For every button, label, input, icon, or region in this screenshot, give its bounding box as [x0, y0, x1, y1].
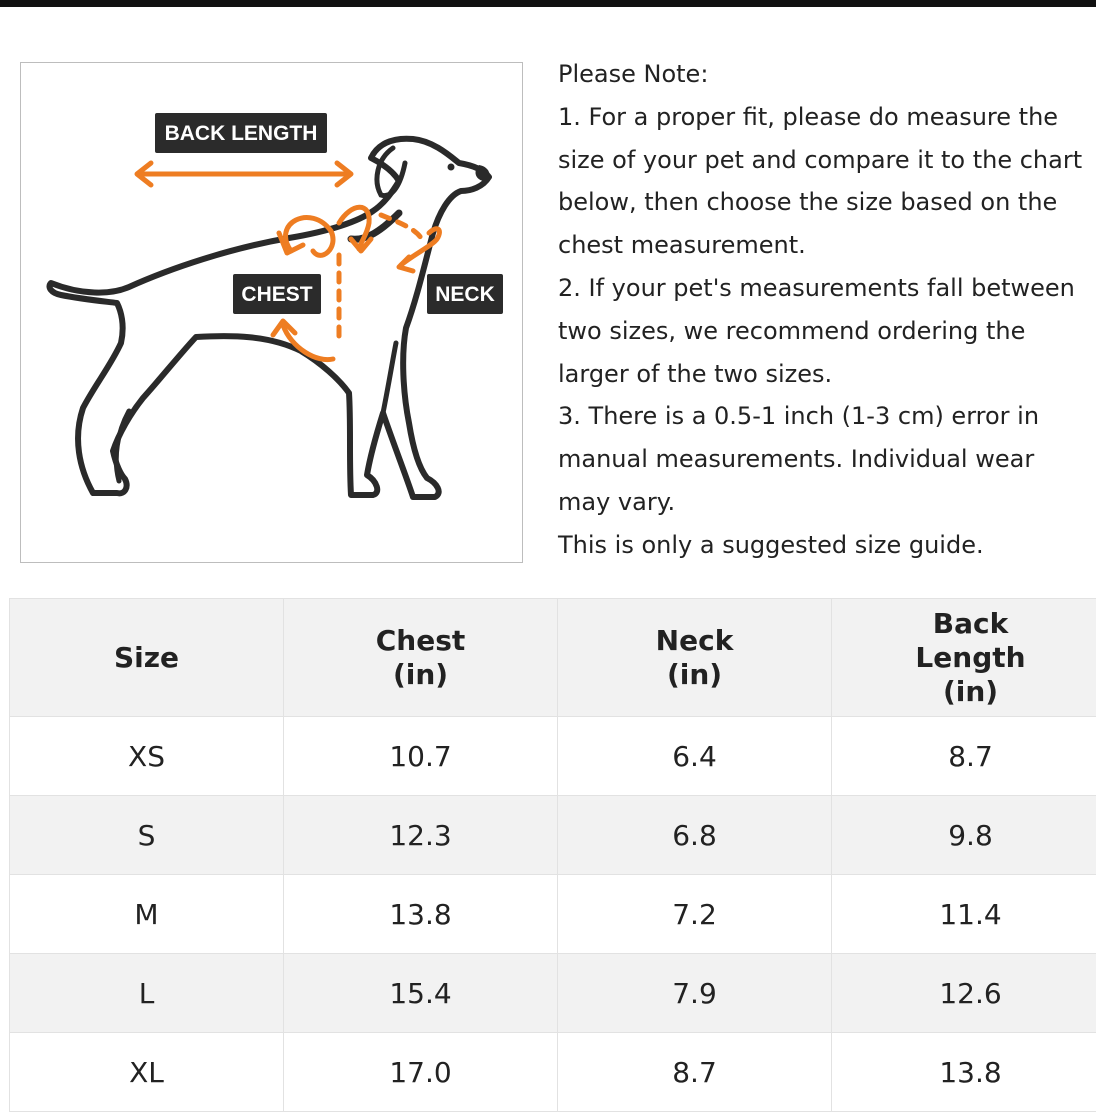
note-line: below, then choose the size based on the — [558, 181, 1096, 224]
cell-chest: 12.3 — [284, 796, 558, 875]
note-line: chest measurement. — [558, 224, 1096, 267]
size-notes — [558, 53, 1096, 567]
svg-text:CHEST: CHEST — [241, 283, 312, 306]
svg-text:BACK LENGTH: BACK LENGTH — [165, 122, 318, 145]
label-back-length — [155, 113, 327, 153]
header-chest: Chest (in) — [284, 599, 558, 717]
cell-size: L — [10, 954, 284, 1033]
cell-neck: 6.4 — [558, 717, 832, 796]
cell-back-length: 9.8 — [832, 796, 1096, 875]
note-line: This is only a suggested size guide. — [558, 524, 1096, 567]
cell-size: S — [10, 796, 284, 875]
note-line: may vary. — [558, 481, 1096, 524]
cell-neck: 7.2 — [558, 875, 832, 954]
cell-neck: 7.9 — [558, 954, 832, 1033]
note-heading: Please Note: — [558, 53, 1096, 96]
header-size: Size — [10, 599, 284, 717]
cell-size: M — [10, 875, 284, 954]
cell-chest: 17.0 — [284, 1033, 558, 1112]
back-length-arrow — [137, 163, 351, 185]
table-row — [10, 875, 1096, 954]
cell-size: XS — [10, 717, 284, 796]
dog-measurement-diagram — [20, 62, 523, 563]
cell-neck: 6.8 — [558, 796, 832, 875]
svg-text:NECK: NECK — [435, 283, 495, 306]
label-chest — [233, 274, 321, 314]
cell-neck: 8.7 — [558, 1033, 832, 1112]
table-row — [10, 1033, 1096, 1112]
cell-size: XL — [10, 1033, 284, 1112]
table-row — [10, 717, 1096, 796]
note-line: two sizes, we recommend ordering the — [558, 310, 1096, 353]
cell-back-length: 13.8 — [832, 1033, 1096, 1112]
note-line: 3. There is a 0.5-1 inch (1-3 cm) error in — [558, 395, 1096, 438]
dog-eye — [448, 164, 455, 171]
table-row — [10, 954, 1096, 1033]
note-line: size of your pet and compare it to the chart — [558, 139, 1096, 182]
note-line: 1. For a proper fit, please do measure the — [558, 96, 1096, 139]
cell-back-length: 8.7 — [832, 717, 1096, 796]
note-line: larger of the two sizes. — [558, 353, 1096, 396]
top-bar — [0, 0, 1096, 7]
header-neck: Neck (in) — [558, 599, 832, 717]
label-neck — [427, 274, 503, 314]
size-chart-table — [9, 598, 1096, 1112]
cell-back-length: 12.6 — [832, 954, 1096, 1033]
dog-illustration — [21, 63, 524, 564]
cell-chest: 10.7 — [284, 717, 558, 796]
cell-back-length: 11.4 — [832, 875, 1096, 954]
table-header-row — [10, 599, 1096, 717]
cell-chest: 13.8 — [284, 875, 558, 954]
table-row — [10, 796, 1096, 875]
header-back-length: Back Length (in) — [832, 599, 1096, 717]
note-line: manual measurements. Individual wear — [558, 438, 1096, 481]
note-line: 2. If your pet's measurements fall between — [558, 267, 1096, 310]
cell-chest: 15.4 — [284, 954, 558, 1033]
